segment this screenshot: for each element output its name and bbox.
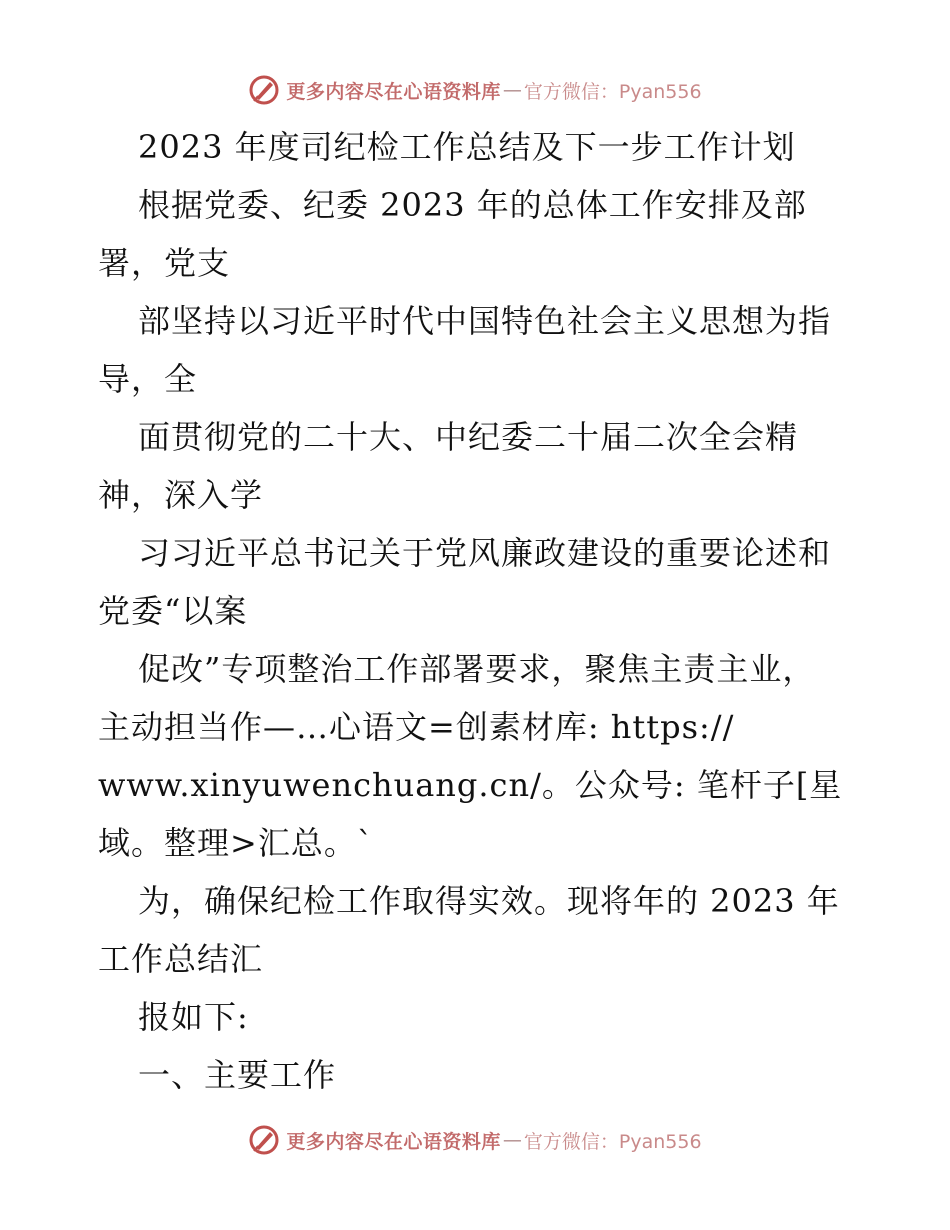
document-title: 2023 年度司纪检工作总结及下一步工作计划: [138, 128, 796, 166]
paragraph-line: 署，党支: [98, 244, 231, 282]
watermark-wechat: 官方微信：Pyan556: [523, 1130, 702, 1153]
quill-pen-logo-icon: [248, 1124, 280, 1156]
paragraph-line: 促改”专项整治工作部署要求，聚焦主责主业，: [138, 650, 816, 688]
paragraph-line: 党委“以案: [98, 592, 248, 630]
paragraph-line: 根据党委、纪委 2023 年的总体工作安排及部: [138, 186, 807, 224]
paragraph-line: 习习近平总书记关于党风廉政建设的重要论述和: [138, 534, 832, 572]
watermark-banner-top: [0, 70, 950, 110]
section-heading: 一、主要工作: [138, 1056, 337, 1094]
paragraph-line: 为，确保纪检工作取得实效。现将年的 2023 年: [138, 882, 840, 920]
watermark-separator: —: [502, 79, 522, 101]
paragraph-line: 主动担当作—…心语文=创素材库: https://: [98, 708, 735, 746]
paragraph-line: 部坚持以习近平时代中国特色社会主义思想为指: [138, 302, 832, 340]
paragraph-line: 神，深入学: [98, 476, 264, 514]
paragraph-line: 工作总结汇: [98, 940, 264, 978]
watermark-wechat: 官方微信：Pyan556: [523, 80, 702, 103]
paragraph-line: 导，全: [98, 360, 198, 398]
quill-pen-logo-icon: [248, 74, 280, 106]
paragraph-line: www.xinyuwenchuang.cn/。公众号: 笔杆子[星: [98, 766, 843, 804]
paragraph-line: 域。整理>汇总。`: [98, 824, 374, 862]
watermark-title: 更多内容尽在心语资料库: [286, 1130, 501, 1153]
watermark-banner-bottom: [0, 1120, 950, 1160]
document-body: [98, 118, 918, 1104]
paragraph-line: 面贯彻党的二十大、中纪委二十届二次全会精: [138, 418, 799, 456]
watermark-separator: —: [502, 1129, 522, 1151]
paragraph-line: 报如下:: [138, 998, 249, 1036]
watermark-title: 更多内容尽在心语资料库: [286, 80, 501, 103]
